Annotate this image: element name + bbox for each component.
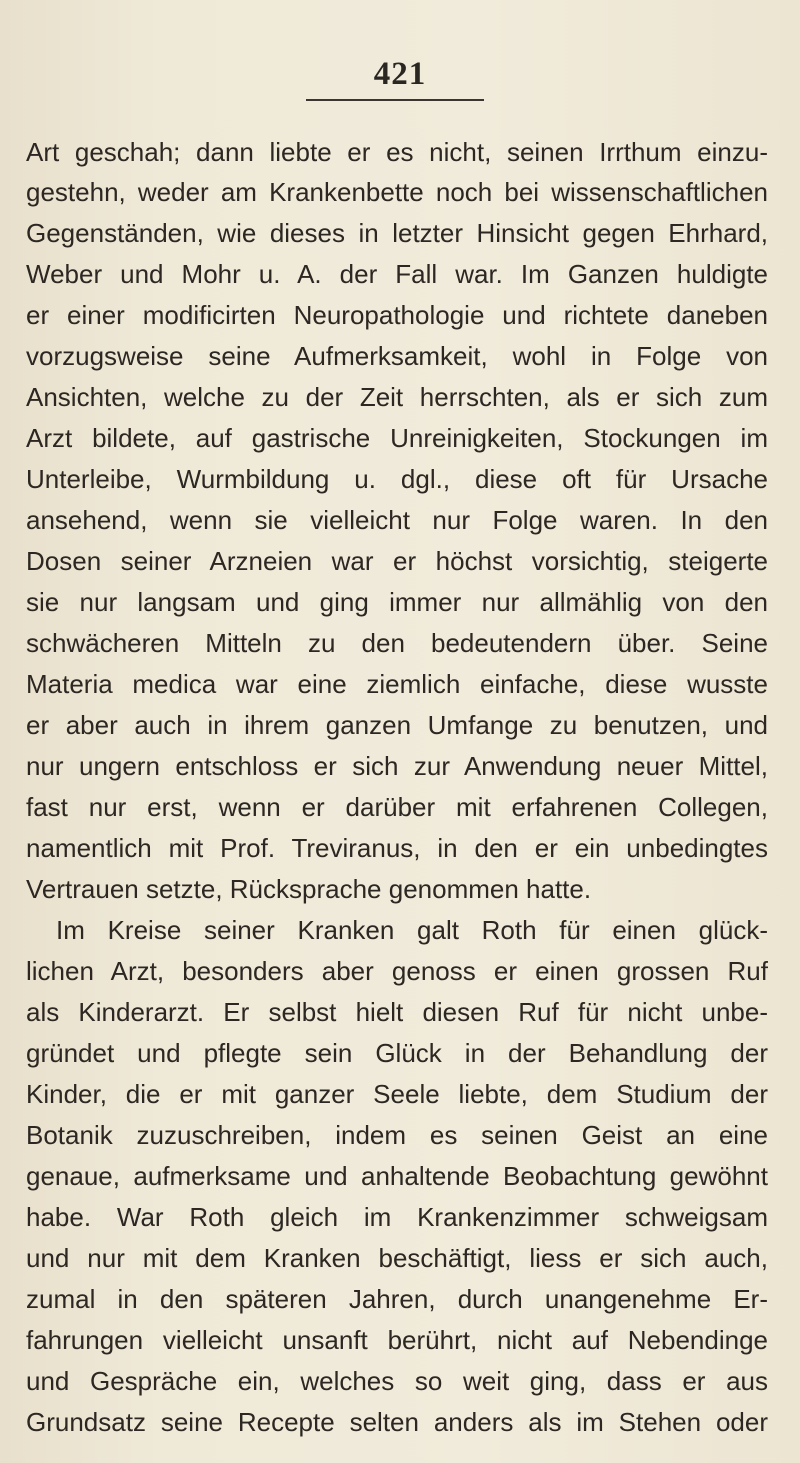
text-line: Kinder, die er mit ganzer Seele liebte, dem Studium der	[26, 1079, 768, 1109]
text-line: genaue, aufmerksame und anhaltende Beobachtung gewöhnt	[26, 1161, 768, 1191]
text-line: Weber und Mohr u. A. der Fall war. Im Ganzen huldigte	[26, 259, 768, 289]
text-line: Botanik zuzuschreiben, indem es seinen Geist an eine	[26, 1120, 768, 1150]
text-line: Vertrauen setzte, Rücksprache genommen hatte.	[26, 874, 592, 904]
text-line: er einer modificirten Neuropathologie und richtete daneben	[26, 300, 768, 330]
text-line: gestehn, weder am Krankenbette noch bei wissenschaftlichen	[26, 177, 768, 207]
text-line: ansehend, wenn sie vielleicht nur Folge waren. In den	[26, 505, 768, 535]
text-line: er aber auch in ihrem ganzen Umfange zu benutzen, und	[26, 710, 768, 740]
text-line: Art geschah; dann liebte er es nicht, seinen Irrthum einzu-	[26, 137, 768, 167]
text-line: nur ungern entschloss er sich zur Anwendung neuer Mittel,	[26, 751, 768, 781]
text-line: Gegenständen, wie dieses in letzter Hinsicht gegen Ehrhard,	[26, 218, 768, 248]
text-line: Im Kreise seiner Kranken galt Roth für einen glück-	[56, 915, 768, 945]
text-line: Ansichten, welche zu der Zeit herrschten, als er sich zum	[26, 382, 768, 412]
text-line: zumal in den späteren Jahren, durch unangenehme Er-	[26, 1284, 768, 1314]
text-line: gründet und pflegte sein Glück in der Behandlung der	[26, 1038, 768, 1068]
text-line: Materia medica war eine ziemlich einfache, diese wusste	[26, 669, 768, 699]
text-line: habe. War Roth gleich im Krankenzimmer schweigsam	[26, 1202, 768, 1232]
text-line: Unterleibe, Wurmbildung u. dgl., diese oft für Ursache	[26, 464, 768, 494]
text-line: namentlich mit Prof. Treviranus, in den er ein unbedingtes	[26, 833, 768, 863]
text-line: als Kinderarzt. Er selbst hielt diesen Ruf für nicht unbe-	[26, 997, 768, 1027]
text-line: und nur mit dem Kranken beschäftigt, liess er sich auch,	[26, 1243, 768, 1273]
header-rule	[306, 99, 484, 101]
page-number: 421	[373, 56, 427, 92]
text-line: schwächeren Mitteln zu den bedeutendern über. Seine	[26, 628, 768, 658]
text-line: vorzugsweise seine Aufmerksamkeit, wohl in Folge von	[26, 341, 768, 371]
text-line: lichen Arzt, besonders aber genoss er einen grossen Ruf	[26, 956, 768, 986]
text-line: Arzt bildete, auf gastrische Unreinigkeiten, Stockungen im	[26, 423, 768, 453]
text-line: sie nur langsam und ging immer nur allmählig von den	[26, 587, 768, 617]
text-line: Dosen seiner Arzneien war er höchst vorsichtig, steigerte	[26, 546, 768, 576]
text-line: fahrungen vielleicht unsanft berührt, nicht auf Nebendinge	[26, 1325, 768, 1355]
text-line: fast nur erst, wenn er darüber mit erfahrenen Collegen,	[26, 792, 768, 822]
text-line: und Gespräche ein, welches so weit ging, dass er aus	[26, 1366, 768, 1396]
text-line: Grundsatz seine Recepte selten anders als im Stehen oder	[26, 1407, 768, 1437]
